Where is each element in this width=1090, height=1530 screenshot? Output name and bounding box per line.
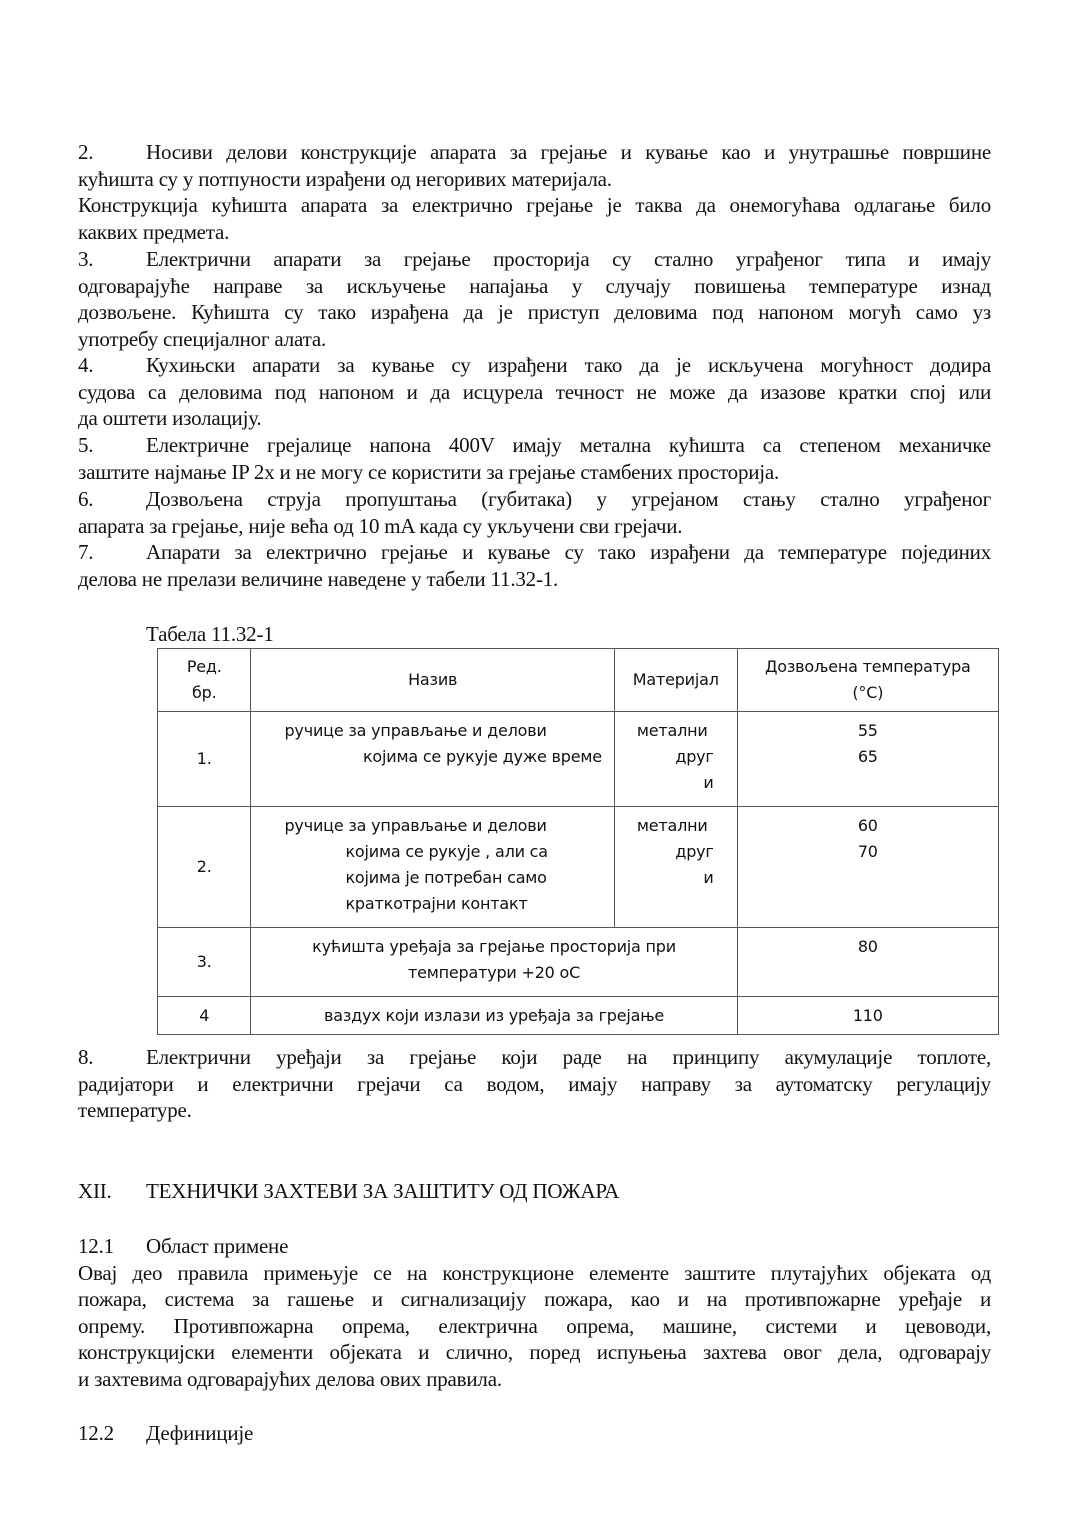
paragraph-text: заштите најмање IP 2x и не могу се користити за грејање стамбених просторија. [78, 459, 780, 484]
paragraph-text: Носиви делови конструкције апарата за грејање и кување као и унутрашње површине [146, 140, 991, 164]
table-row [158, 712, 999, 807]
cell-text: 70 [857, 842, 878, 861]
header-text: Дозвољена температура [764, 657, 971, 676]
cell-temperature [737, 928, 998, 997]
paragraph-text: конструкцијски елементи објеката и слично, поред испуњења захтева овог дела, одговарају [78, 1340, 991, 1364]
subsection-12-2 [78, 1420, 991, 1447]
cell-name [251, 807, 614, 928]
paragraph-text: Електрични апарати за грејање просторија су стално уграђеног типа и имају [146, 247, 991, 271]
cell-text: кућишта уређаја за грејање просторија при [312, 937, 676, 956]
table-header-row [158, 649, 999, 712]
section-title: ТЕХНИЧКИ ЗАХТЕВИ ЗА ЗАШТИТУ ОД ПОЖАРА [146, 1179, 620, 1203]
cell-number: 3. [158, 928, 251, 997]
cell-text: којима се рукује , али са [345, 842, 548, 861]
cell-text: друг [675, 747, 714, 766]
paragraph-text: судова са деловима под напоном и да исцурела течност не може да изазове кратки спој или [78, 379, 991, 404]
cell-text: којима се рукује дуже време [362, 747, 602, 766]
subsection-title: Област примене [146, 1234, 289, 1258]
paragraph-text: употребу специјалног алата. [78, 326, 326, 351]
cell-text: 60 [857, 816, 878, 835]
paragraph-text: Електричне грејалице напона 400V имају метална кућишта са степеном механичке [146, 433, 991, 457]
paragraph-8 [78, 1044, 991, 1124]
subsection-12-1 [78, 1233, 991, 1392]
cell-name: ваздух који излази из уређаја за грејање [251, 997, 737, 1035]
paragraph-text: апарата за грејање, није већа од 10 mA када су укључени сви грејачи. [78, 513, 683, 538]
cell-temperature [737, 712, 998, 807]
table-row [158, 807, 999, 928]
table-row [158, 997, 999, 1035]
paragraph-text: температуре. [78, 1098, 192, 1122]
cell-text: 80 [857, 937, 878, 956]
cell-text: и [703, 773, 714, 792]
cell-temperature [737, 807, 998, 928]
paragraph-7 [78, 539, 991, 592]
paragraph-text: Овај део правила примењује се на конструкционе елементе заштите плутајућих објеката од [78, 1260, 991, 1285]
header-material: Материјал [614, 649, 737, 712]
paragraph-5 [78, 432, 991, 485]
cell-text: којима је потребан само [345, 868, 547, 887]
paragraph-text: Електрични уређаји за грејање који раде на принципу акумулације топлоте, [146, 1045, 991, 1069]
paragraph-text: Конструкција кућишта апарата за електрично грејање је таква да онемогућава одлагање било [78, 193, 991, 217]
paragraph-3 [78, 246, 991, 352]
paragraph-text: да оштети изолацију. [78, 406, 262, 430]
header-name: Назив [251, 649, 614, 712]
table-caption: Табела 11.32-1 [146, 622, 274, 646]
header-text: Ред. [186, 657, 222, 676]
cell-text: ручице за управљање и делови [284, 721, 547, 740]
paragraph-text: и захтевима одговарајућих делова ових правила. [78, 1366, 502, 1391]
cell-temperature: 110 [737, 997, 998, 1035]
cell-number: 4 [158, 997, 251, 1035]
paragraph-number: 2. [78, 140, 94, 164]
section-heading [78, 1178, 991, 1205]
paragraph-number: 4. [78, 353, 94, 377]
paragraph-text: пожара, система за гашење и сигнализацију пожара, као и на противпожарне уређаје и [78, 1287, 991, 1311]
cell-text: 65 [857, 747, 878, 766]
cell-name [251, 712, 614, 807]
cell-text: друг [675, 842, 714, 861]
paragraph-text: Кухињски апарати за кување су израђени тако да је искључена могућност додира [146, 353, 991, 377]
cell-text: и [703, 868, 714, 887]
paragraph-6 [78, 486, 991, 539]
header-text: бр. [191, 683, 217, 702]
cell-number: 2. [158, 807, 251, 928]
section-number: XII. [78, 1179, 112, 1203]
cell-text: метални [636, 721, 708, 740]
header-text: (°C) [852, 683, 884, 702]
paragraph-text: дозвољене. Кућишта су тако израђена да је приступ деловима под напоном могућ само уз [78, 300, 991, 324]
header-temperature [737, 649, 998, 712]
paragraph-4 [78, 352, 991, 432]
cell-text: 55 [857, 721, 878, 740]
paragraph-number: 3. [78, 247, 94, 271]
paragraph-text: Дозвољена струја пропуштања (губитака) у угрејаном стању стално уграђеног [146, 487, 991, 511]
paragraph-number: 8. [78, 1045, 94, 1069]
cell-material [614, 712, 737, 807]
paragraph-text: каквих предмета. [78, 219, 230, 244]
cell-text: краткотрајни контакт [345, 894, 528, 913]
table-row [158, 928, 999, 997]
cell-text: температури +20 оС [407, 963, 581, 982]
header-number [158, 649, 251, 712]
cell-text: ручице за управљање и делови [284, 816, 547, 835]
paragraph-text: радијатори и електрични грејачи са водом, имају направу за аутоматску регулацију [78, 1071, 991, 1096]
subsection-number: 12.2 [78, 1421, 114, 1445]
paragraph-text: кућишта су у потпуности израђени од негоривих материјала. [78, 166, 612, 191]
cell-material [614, 807, 737, 928]
paragraph-number: 6. [78, 487, 94, 511]
subsection-number: 12.1 [78, 1234, 114, 1258]
paragraph-number: 7. [78, 540, 94, 564]
paragraph-2 [78, 139, 991, 192]
paragraph-text: опрему. Противпожарна опрема, електрична опрема, машине, системи и цевоводи, [78, 1313, 991, 1338]
cell-text: метални [636, 816, 708, 835]
paragraph-text: одговарајуће направе за искључење напајања у случају повишења температуре изнад [78, 273, 991, 298]
paragraph-text: Апарати за електрично грејање и кување су тако израђени да температуре појединих [146, 540, 991, 564]
cell-number: 1. [158, 712, 251, 807]
temperature-table [157, 648, 999, 1035]
paragraph-2b [78, 192, 991, 245]
subsection-title: Дефиниције [146, 1421, 254, 1445]
paragraph-number: 5. [78, 433, 94, 457]
cell-name [251, 928, 737, 997]
paragraph-text: делова не прелази величине наведене у табели 11.32-1. [78, 566, 559, 591]
